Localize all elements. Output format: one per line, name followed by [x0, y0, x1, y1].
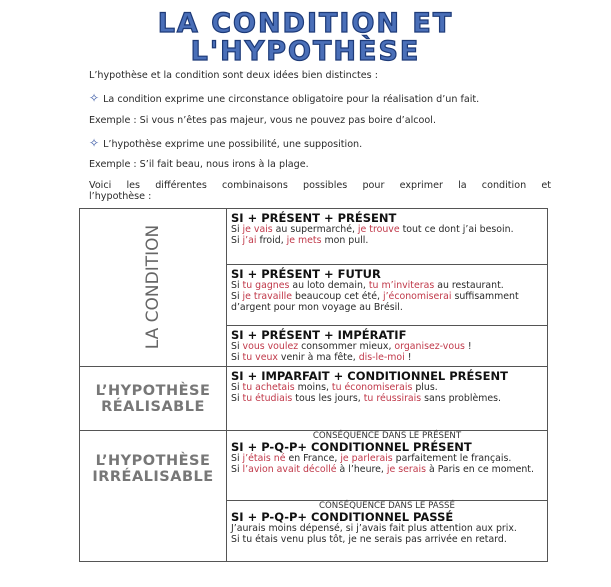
example-sentence	[231, 534, 543, 545]
bullet-condition	[89, 92, 479, 106]
rule-formula: SI + IMPARFAIT + CONDITIONNEL PRÉSENT	[231, 369, 509, 383]
sentence-fragment: tous les jours,	[292, 393, 364, 404]
example-sentence	[231, 224, 543, 235]
rule-cell	[227, 209, 548, 265]
example-condition: Exemple : Si vous n’êtes pas majeur, vous ne pouvez pas boire d’alcool.	[89, 115, 436, 126]
highlighted-verb: je trouve	[357, 224, 400, 235]
sentence-fragment: plus.	[412, 382, 438, 393]
page-title-line-1: LA CONDITION ET	[157, 8, 454, 39]
rule-cell	[227, 501, 548, 562]
combinations-intro-line-1: Voici les différentes combinaisons possibles pour exprimer la condition et	[89, 180, 551, 191]
highlighted-verb: j’ai	[242, 235, 257, 246]
highlighted-verb: je travaille	[242, 291, 293, 302]
consequence-label: CONSÉQUENCE DANS LE PRÉSENT	[312, 431, 462, 441]
sentence-fragment: Si	[231, 352, 243, 363]
example-sentence	[231, 523, 543, 534]
page-title-line-2: L'HYPOTHÈSE	[190, 36, 421, 67]
sentence-fragment: sans problèmes.	[421, 393, 502, 404]
sentence-fragment: tout ce dont j’ai besoin.	[399, 224, 514, 235]
example-sentence	[231, 341, 543, 352]
sentence-fragment: Si	[231, 291, 243, 302]
intro-text: L’hypothèse et la condition sont deux idées bien distinctes :	[89, 70, 378, 81]
combinations-table	[79, 208, 548, 562]
bullet-hypothese	[89, 137, 362, 151]
sentence-fragment: venir à ma fête,	[277, 352, 359, 363]
rule-formula: SI + P-Q-P+ CONDITIONNEL PRÉSENT	[231, 440, 472, 454]
highlighted-verb: je mets	[286, 235, 322, 246]
example-sentence	[231, 382, 543, 393]
rule-formula: SI + PRÉSENT + PRÉSENT	[231, 211, 397, 225]
group-hypothese-irrealisable	[80, 431, 227, 562]
sentence-fragment: au loto demain,	[289, 280, 369, 291]
highlighted-verb: je parlerais	[340, 453, 393, 464]
four-point-star-icon: ✧	[89, 136, 100, 150]
four-point-star-icon: ✧	[89, 91, 100, 105]
highlighted-verb: j’économiserai	[382, 291, 452, 302]
highlighted-verb: tu économiserais	[331, 382, 413, 393]
table-row	[80, 209, 548, 265]
sentence-fragment: beaucoup cet été,	[292, 291, 383, 302]
bullet-hypothese-text: L’hypothèse exprime une possibilité, une supposition.	[103, 139, 363, 150]
highlighted-verb: tu veux	[242, 352, 278, 363]
sentence-fragment: suffisamment d’argent pour mon voyage au Brésil.	[231, 291, 519, 313]
sentence-fragment: Si	[231, 341, 243, 352]
table-row	[80, 431, 548, 501]
group-hypothese-realisable	[80, 367, 227, 431]
sentence-fragment: parfaitement le français.	[392, 453, 512, 464]
highlighted-verb: dis-le-moi	[358, 352, 405, 363]
consequence-label: CONSÉQUENCE DANS LE PASSÉ	[319, 501, 455, 511]
sentence-fragment: froid,	[256, 235, 287, 246]
sentence-fragment: à l’heure,	[336, 464, 387, 475]
sentence-fragment: Si	[231, 382, 243, 393]
group-label-irrealisable-1: L’HYPOTHÈSE	[95, 453, 211, 469]
sentence-fragment: Si	[231, 464, 243, 475]
sentence-fragment: J’aurais moins dépensé, si j’avais fait plus attention aux prix.	[231, 523, 517, 534]
highlighted-verb: tu gagnes	[242, 280, 290, 291]
group-label-realisable-1: L’HYPOTHÈSE	[95, 382, 211, 399]
highlighted-verb: l’avion avait décollé	[242, 464, 337, 475]
group-label-realisable-2: RÉALISABLE	[101, 398, 205, 415]
sentence-fragment: Si tu étais venu plus tôt, je ne serais pas arrivée en retard.	[231, 534, 507, 545]
sentence-fragment: Si	[231, 280, 243, 291]
sentence-fragment: à Paris en ce moment.	[426, 464, 534, 475]
sentence-fragment: au supermarché,	[272, 224, 358, 235]
group-label-condition: LA CONDITION	[143, 224, 163, 350]
sentence-fragment: Si	[231, 453, 243, 464]
sentence-fragment: !	[464, 341, 472, 352]
sentence-fragment: Si	[231, 393, 243, 404]
highlighted-verb: je serais	[386, 464, 426, 475]
rule-cell	[227, 367, 548, 431]
example-hypothese: Exemple : S’il fait beau, nous irons à la plage.	[89, 159, 309, 170]
highlighted-verb: vous voulez	[242, 341, 299, 352]
group-label-irrealisable-2: IRRÉALISABLE	[92, 469, 214, 485]
highlighted-verb: tu étudiais	[242, 393, 293, 404]
rule-cell	[227, 326, 548, 367]
sentence-fragment: au restaurant.	[434, 280, 504, 291]
sentence-fragment: Si	[231, 224, 243, 235]
table-row	[80, 367, 548, 431]
rule-cell	[227, 431, 548, 501]
rule-formula: SI + P-Q-P+ CONDITIONNEL PASSÉ	[231, 510, 454, 524]
highlighted-verb: organisez-vous	[394, 341, 465, 352]
example-sentence	[231, 464, 543, 475]
sentence-fragment: !	[404, 352, 412, 363]
highlighted-verb: tu réussirais	[363, 393, 422, 404]
highlighted-verb: je vais	[242, 224, 273, 235]
rule-cell	[227, 265, 548, 326]
example-sentence	[231, 280, 543, 291]
sentence-fragment: moins,	[294, 382, 332, 393]
bullet-condition-text: La condition exprime une circonstance obligatoire pour la réalisation d’un fait.	[103, 94, 480, 105]
example-sentence	[231, 393, 543, 404]
group-condition	[80, 209, 227, 367]
highlighted-verb: j’étais né	[242, 453, 286, 464]
combinations-intro-line-2: l’hypothèse :	[89, 191, 152, 202]
sentence-fragment: consommer mieux,	[298, 341, 395, 352]
sentence-fragment: en France,	[285, 453, 341, 464]
example-sentence	[231, 291, 543, 313]
example-sentence	[231, 453, 543, 464]
rule-formula: SI + PRÉSENT + IMPÉRATIF	[231, 328, 407, 342]
highlighted-verb: tu achetais	[242, 382, 295, 393]
sentence-fragment: Si	[231, 235, 243, 246]
sentence-fragment: mon pull.	[321, 235, 369, 246]
example-sentence	[231, 352, 543, 363]
rule-formula: SI + PRÉSENT + FUTUR	[231, 267, 381, 281]
highlighted-verb: tu m’inviteras	[368, 280, 435, 291]
example-sentence	[231, 235, 543, 246]
